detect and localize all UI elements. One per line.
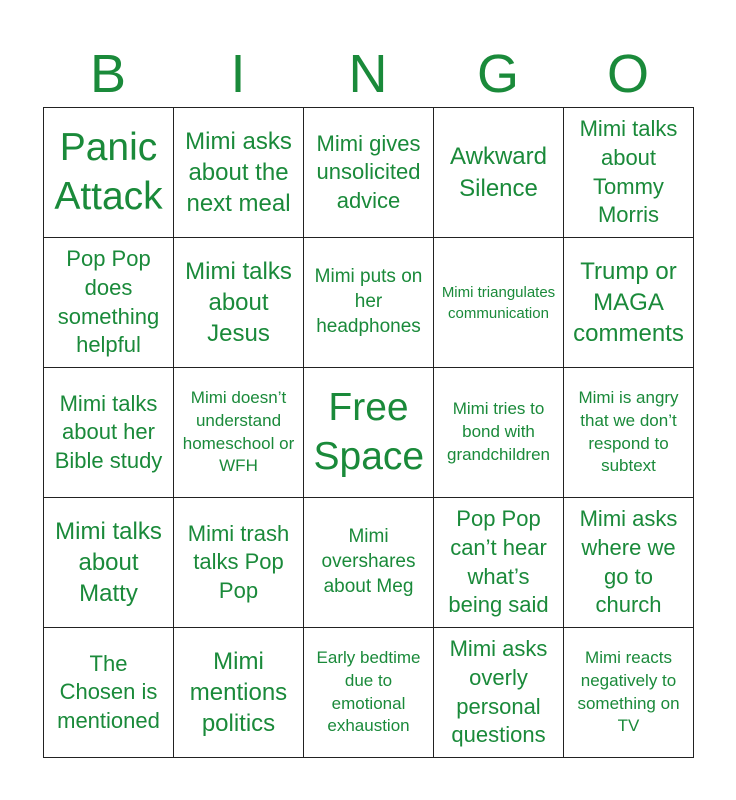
bingo-cell[interactable]	[564, 238, 694, 368]
cell-text: Mimi tries to bond with grandchildren	[446, 399, 550, 464]
bingo-cell[interactable]	[44, 108, 174, 238]
bingo-cell[interactable]	[434, 368, 564, 498]
bingo-cell[interactable]	[564, 108, 694, 238]
bingo-cell[interactable]	[434, 108, 564, 238]
bingo-cell[interactable]	[304, 108, 434, 238]
header-letter-g: G	[476, 44, 519, 104]
header-letter-o: O	[606, 44, 649, 104]
cell-text: Mimi mentions politics	[189, 647, 288, 738]
cell-text: The Chosen is mentioned	[57, 650, 160, 733]
bingo-cell[interactable]	[564, 628, 694, 758]
bingo-cell[interactable]	[44, 628, 174, 758]
bingo-cell[interactable]	[434, 628, 564, 758]
bingo-header	[43, 40, 693, 108]
cell-text: Mimi reacts negatively to something on TV	[577, 647, 680, 736]
cell-text: Panic Attack	[54, 125, 163, 218]
bingo-cell[interactable]	[174, 108, 304, 238]
cell-text: Mimi talks about her Bible study	[54, 390, 163, 473]
bingo-cell[interactable]	[44, 368, 174, 498]
cell-text: Mimi asks overly personal questions	[449, 636, 548, 748]
cell-text: Mimi triangulates communication	[441, 283, 556, 322]
bingo-cell[interactable]	[304, 368, 434, 498]
cell-text: Mimi puts on her headphones	[314, 266, 423, 337]
cell-text: Free Space	[313, 385, 425, 478]
cell-text: Mimi gives unsolicited advice	[316, 130, 421, 213]
bingo-cell[interactable]	[174, 368, 304, 498]
bingo-cell[interactable]	[44, 498, 174, 628]
header-letter-n: N	[348, 44, 388, 104]
cell-text: Pop Pop can’t hear what’s being said	[448, 506, 549, 618]
bingo-cell[interactable]	[174, 498, 304, 628]
cell-text: Mimi trash talks Pop Pop	[187, 520, 290, 603]
bingo-cell[interactable]	[434, 238, 564, 368]
header-letter-b: B	[89, 44, 127, 104]
header-letter-i: I	[230, 44, 246, 104]
cell-text: Mimi asks about the next meal	[185, 127, 292, 218]
bingo-cell[interactable]	[304, 498, 434, 628]
cell-text: Mimi talks about Tommy Morris	[579, 116, 678, 228]
bingo-cell[interactable]	[564, 368, 694, 498]
bingo-cell[interactable]	[174, 628, 304, 758]
bingo-cell[interactable]	[304, 238, 434, 368]
cell-text: Pop Pop does something helpful	[57, 246, 160, 358]
cell-text: Mimi talks about Jesus	[185, 257, 292, 348]
bingo-board	[43, 107, 694, 758]
cell-text: Mimi talks about Matty	[55, 517, 162, 608]
cell-text: Mimi overshares about Meg	[321, 526, 416, 597]
bingo-cell[interactable]	[44, 238, 174, 368]
cell-text: Mimi asks where we go to church	[579, 506, 678, 618]
cell-text: Trump or MAGA comments	[573, 257, 684, 348]
cell-text: Awkward Silence	[450, 143, 547, 202]
cell-text: Mimi is angry that we don’t respond to subtext	[578, 387, 679, 476]
bingo-cell[interactable]	[434, 498, 564, 628]
bingo-cell[interactable]	[564, 498, 694, 628]
cell-text: Mimi doesn’t understand homeschool or WFH	[182, 387, 295, 476]
bingo-cell[interactable]	[304, 628, 434, 758]
cell-text: Early bedtime due to emotional exhaustion	[316, 647, 421, 736]
bingo-cell[interactable]	[174, 238, 304, 368]
